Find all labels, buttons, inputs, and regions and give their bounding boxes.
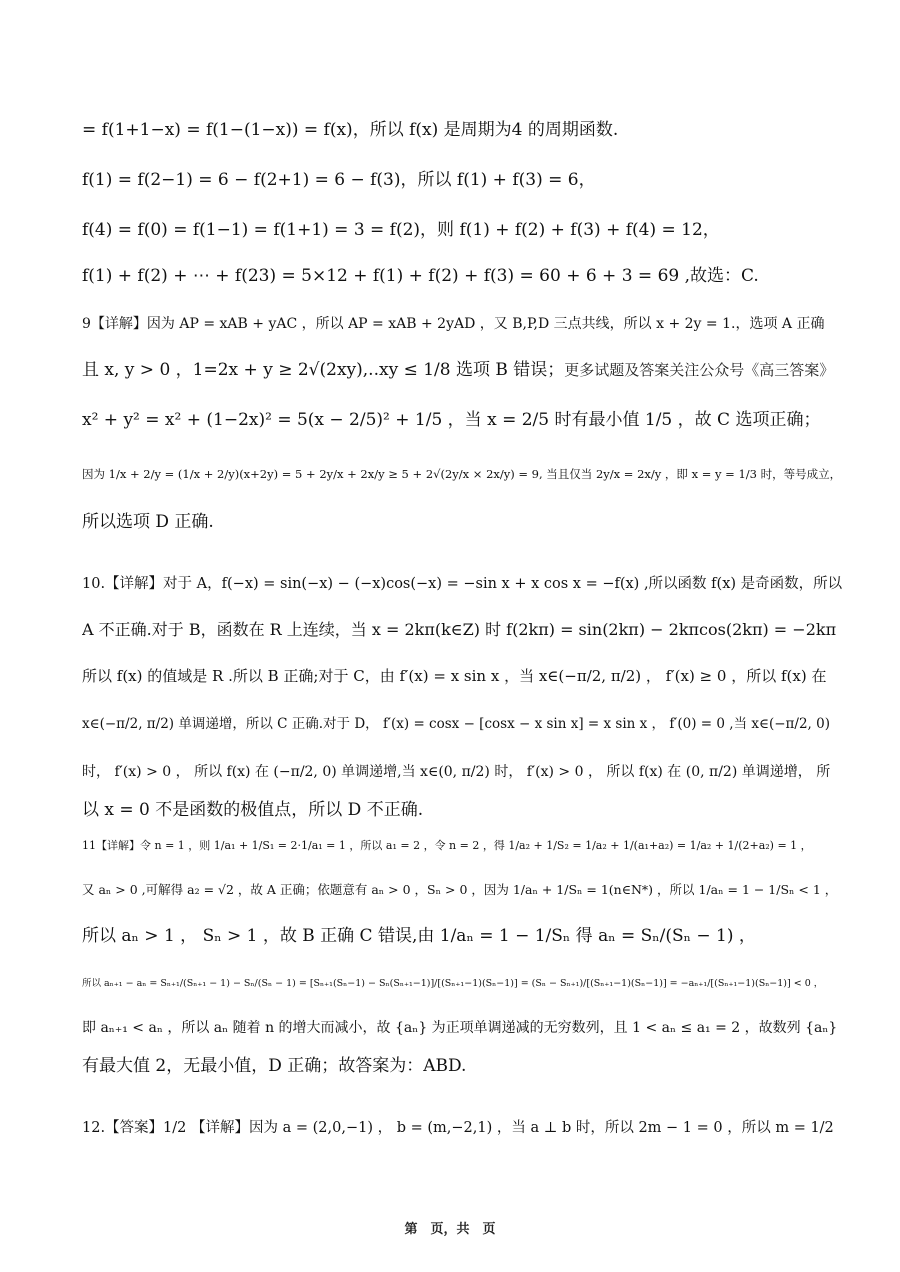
text-line: f(1) = f(2−1) = 6 − f(2+1) = 6 − f(3)，所以 f(1) + f(3) = 6， [82,170,596,190]
text-line [82,358,842,382]
text-line: x² + y² = x² + (1−2x)² = 5(x − 2/5)² + 1/5 ，当 x = 2/5 时有最小值 1/5 ，故 C 选项正确； [82,410,821,430]
text-line: f(4) = f(0) = f(1−1) = f(1+1) = 3 = f(2)，则 f(1) + f(2) + f(3) + f(4) = 12， [82,220,720,240]
text-line: = f(1+1−x) = f(1−(1−x)) = f(x)，所以 f(x) 是周期为4 的周期函数. [82,120,619,140]
text-line: 时， f′(x) > 0 ， 所以 f(x) 在 (−π/2, 0) 单调递增,当 x∈(0, π/2) 时， f′(x) > 0 ， 所以 f(x) 在 (0, π/2) 单调递增， 所 [82,764,831,780]
text-line: f(1) + f(2) + ⋯ + f(23) = 5×12 + f(1) + f(2) + f(3) = 60 + 6 + 3 = 69 ,故选：C. [82,266,759,286]
text-line: x∈(−π/2, π/2) 单调递增，所以 C 正确.对于 D， f′(x) = cosx − [cosx − x sin x] = x sin x ， f′(0) = 0 ,当 x∈(−π/2, 0) [82,716,830,732]
text-line: 以 x = 0 不是函数的极值点，所以 D 不正确. [82,800,424,820]
text-segment: 且 x, y > 0 ，1=2x + y ≥ 2√(2xy),..xy ≤ 1/8 选项 B 错误； [82,360,565,380]
text-line: 即 aₙ₊₁ < aₙ ，所以 aₙ 随着 n 的增大而减小，故 {aₙ} 为正项单调递减的无穷数列，且 1 < aₙ ≤ a₁ = 2 ，故数列 {aₙ} [82,1020,838,1036]
text-line: 所以 aₙ₊₁ − aₙ = Sₙ₊₁/(Sₙ₊₁ − 1) − Sₙ/(Sₙ − 1) = [Sₙ₊₁(Sₙ−1) − Sₙ(Sₙ₊₁−1)]/[(Sₙ₊₁−1)(Sₙ−1)] = (Sₙ − Sₙ₊₁)/[(Sₙ₊₁−1)(Sₙ−1)] = −aₙ₊₁/[(Sₙ₊₁−1)(Sₙ−1)] < 0 ， [82,978,824,989]
text-line: 所以 aₙ > 1 ， Sₙ > 1 ，故 B 正确 C 错误,由 1/aₙ = 1 − 1/Sₙ 得 aₙ = Sₙ/(Sₙ − 1) ， [82,926,756,946]
text-line: 10.【详解】对于 A，f(−x) = sin(−x) − (−x)cos(−x) = −sin x + x cos x = −f(x) ,所以函数 f(x) 是奇函数，所以 [82,576,842,592]
text-line: 11【详解】令 n = 1 ，则 1/a₁ + 1/S₁ = 2·1/a₁ = 1 ，所以 a₁ = 2 ，令 n = 2 ，得 1/a₂ + 1/S₂ = 1/a₂ + 1/(a₁+a₂) = 1/a₂ + 1/(2+a₂) = 1 ， [82,839,812,852]
page-footer: 第 页，共 页 [404,1222,496,1237]
text-line: 有最大值 2，无最小值，D 正确；故答案为：ABD. [82,1056,467,1076]
text-line: 12.【答案】1/2 【详解】因为 a = (2,0,−1) ， b = (m,−2,1) ，当 a ⊥ b 时，所以 2m − 1 = 0 ，所以 m = 1/2 [82,1120,834,1136]
text-line: 9【详解】因为 AP = xAB + yAC ，所以 AP = xAB + 2yAD ，又 B,P,D 三点共线，所以 x + 2y = 1.，选项 A 正确 [82,316,825,332]
promo-note: 更多试题及答案关注公众号《高三答案》 [564,361,835,379]
text-line: 所以 f(x) 的值域是 R .所以 B 正确;对于 C，由 f′(x) = x sin x ，当 x∈(−π/2, π/2) ， f′(x) ≥ 0 ，所以 f(x) 在 [82,667,827,685]
text-line: 又 aₙ > 0 ,可解得 a₂ = √2 ，故 A 正确；依题意有 aₙ > 0 ，Sₙ > 0 ，因为 1/aₙ + 1/Sₙ = 1(n∈N*) ，所以 1/aₙ = 1 − 1/Sₙ < 1 ， [82,882,838,897]
text-line: A 不正确.对于 B，函数在 R 上连续，当 x = 2kπ(k∈Z) 时 f(2kπ) = sin(2kπ) − 2kπcos(2kπ) = −2kπ [82,620,837,639]
text-line: 所以选项 D 正确. [82,512,214,532]
text-line: 因为 1/x + 2/y = (1/x + 2/y)(x+2y) = 5 + 2y/x + 2x/y ≥ 5 + 2√(2y/x × 2x/y) = 9, 当且仅当 2y/x = 2x/y ，即 x = y = 1/3 时，等号成立， [82,467,842,481]
